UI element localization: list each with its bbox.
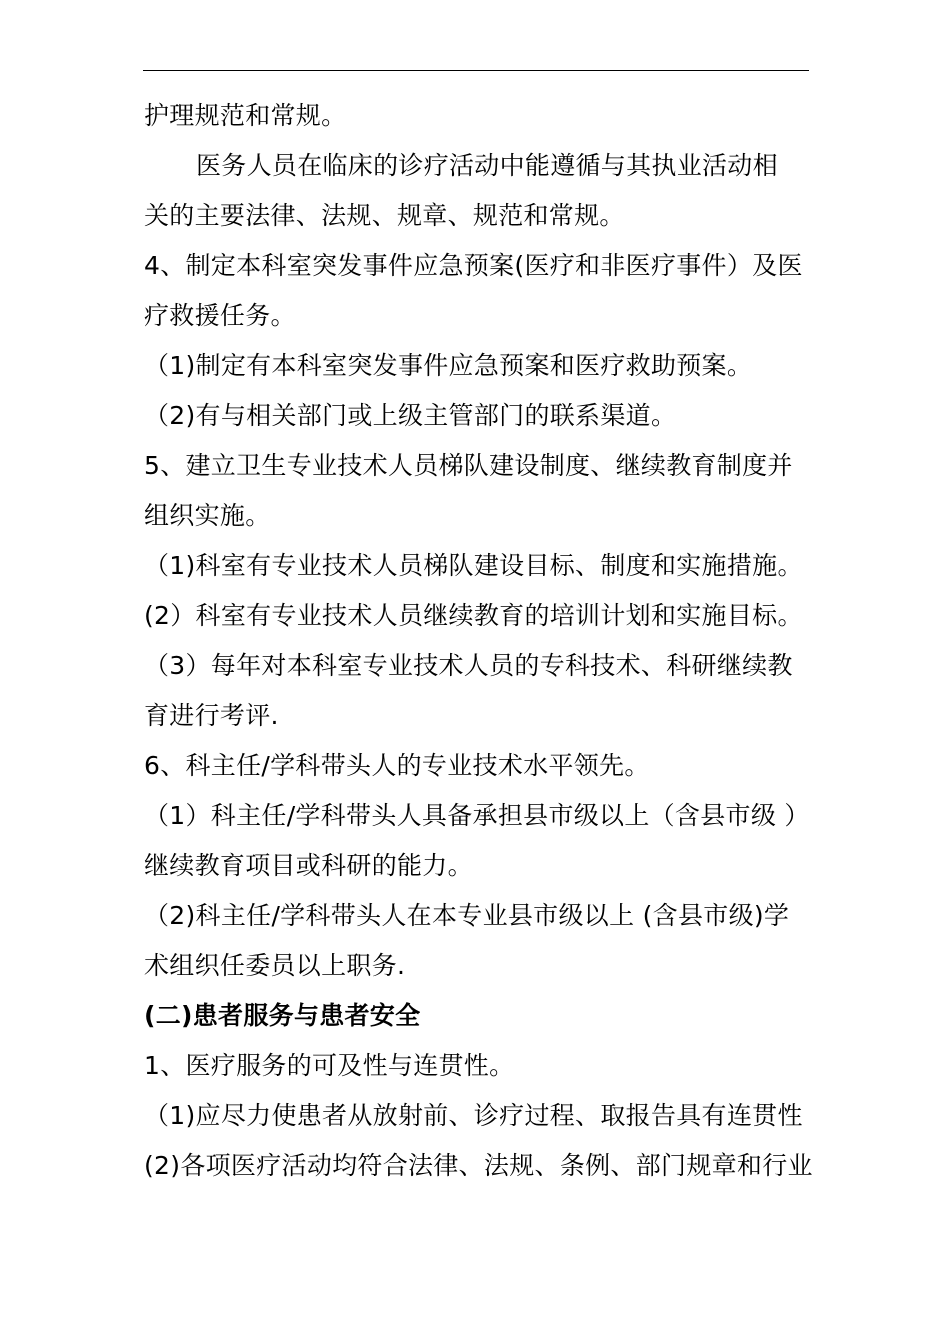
text-line: (2）科室有专业技术人员继续教育的培训计划和实施目标。 [144, 601, 803, 630]
text-line: 育进行考评. [144, 701, 279, 730]
text-line: （1)制定有本科室突发事件应急预案和医疗救助预案。 [144, 351, 753, 380]
text-line: （2)科主任/学科带头人在本专业县市级以上 (含县市级)学 [144, 901, 790, 930]
text-line: (2)各项医疗活动均符合法律、法规、条例、部门规章和行业 [144, 1151, 813, 1180]
text-line: 术组织任委员以上职务. [144, 951, 406, 980]
text-line: 组织实施。 [144, 501, 271, 530]
text-line: 继续教育项目或科研的能力。 [144, 851, 473, 880]
text-line: 疗救援任务。 [144, 301, 296, 330]
text-line: 6、科主任/学科带头人的专业技术水平领先。 [144, 751, 650, 780]
text-line: （1)科室有专业技术人员梯队建设目标、制度和实施措施。 [144, 551, 803, 580]
text-line: 护理规范和常规。 [144, 101, 347, 130]
text-line: 1、医疗服务的可及性与连贯性。 [144, 1051, 515, 1080]
text-line: 4、制定本科室突发事件应急预案(医疗和非医疗事件）及医 [144, 251, 803, 280]
header-rule [143, 70, 809, 71]
section-heading: (二)患者服务与患者安全 [144, 1001, 421, 1030]
text-line: （1)应尽力使患者从放射前、诊疗过程、取报告具有连贯性 [144, 1101, 803, 1130]
text-line: （2)有与相关部门或上级主管部门的联系渠道。 [144, 401, 677, 430]
text-line: （1）科主任/学科带头人具备承担县市级以上（含县市级 ） [144, 801, 810, 830]
text-line: 关的主要法律、法规、规章、规范和常规。 [144, 201, 625, 230]
text-line: 5、建立卫生专业技术人员梯队建设制度、继续教育制度并 [144, 451, 793, 480]
text-line: （3）每年对本科室专业技术人员的专科技术、科研继续教 [144, 651, 793, 680]
document-body [144, 94, 824, 1194]
text-line: 医务人员在临床的诊疗活动中能遵循与其执业活动相 [196, 151, 778, 180]
